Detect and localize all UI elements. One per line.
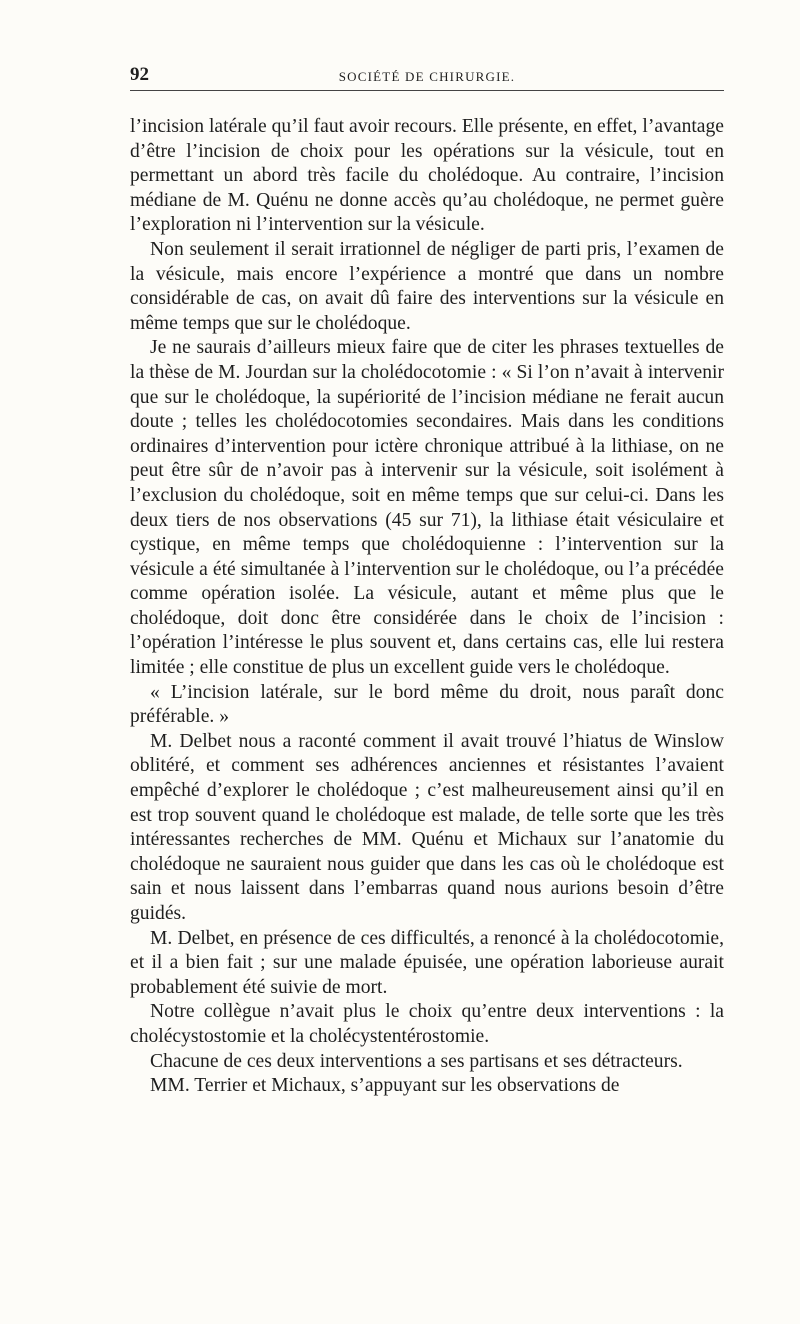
paragraph-jourdan-quote: Je ne saurais d’ailleurs mieux faire que de citer les phrases textuelles de la thèse de M. Jourdan sur la cholédocotomie : « Si l’on n’avait à intervenir que sur le cholédoque, la supériorité de l’incision médiane ne ferait aucun doute ; telles les cholédocotomies secondaires. Mais dans les conditions ordinaires d’intervention pour ictère chronique attribué à la lithiase, on ne peut être sûr de n’avoir pas à intervenir sur la vésicule, soit isolément à l’exclusion du cholédoque, soit en même temps que sur celui-ci. Dans les deux tiers de nos observations (45 sur 71), la lithiase était vésiculaire et cystique, en même temps que cholédoquienne : l’intervention sur la vésicule a été simultanée à l’intervention sur le cholédoque, ou l’a précédée comme opération isolée. La vésicule, autant et même plus que le cholédoque, doit donc être considérée dans le choix de l’incision : l’opération l’intéresse le plus souvent et, dans certains cas, elle lui restera limitée ; elle constitue de plus un excellent guide vers le cholédoque. (130, 337, 724, 679)
running-header (130, 60, 724, 91)
paragraph-delbet-choledocotomie: M. Delbet, en présence de ces difficultés, a renoncé à la cholédocotomie, et il a bien fait ; sur une malade épuisée, une opération laborieuse aurait probablement été suivie de mort. (130, 927, 724, 998)
body-text (130, 115, 724, 1099)
paragraph-vesicule-exam: Non seulement il serait irrationnel de négliger de parti pris, l’examen de la vésicule, mais encore l’expérience a montré que dans un nombre considérable de cas, on avait dû faire des interventions sur la vésicule en même temps que sur le cholédoque. (130, 238, 724, 334)
paragraph-terrier-michaux: MM. Terrier et Michaux, s’appuyant sur les observations de (150, 1075, 620, 1097)
book-page (130, 60, 724, 1099)
paragraph-delbet-winslow: M. Delbet nous a raconté comment il avait trouvé l’hiatus de Winslow oblitéré, et comment ses adhérences anciennes et résistantes l’avaient empêché d’explorer le cholédoque ; c’est malheureusement ainsi qu’il en est trop souvent quand le cholédoque est malade, de telle sorte que les très intéressantes recherches de MM. Quénu et Michaux sur l’anatomie du cholédoque ne sauraient nous guider que dans les cas où le cholédoque est sain et nous laissent dans l’embarras quand nous aurions besoin d’être guidés. (130, 730, 724, 924)
running-title: SOCIÉTÉ DE CHIRURGIE. (338, 69, 516, 84)
paragraph-continuation: l’incision latérale qu’il faut avoir recours. Elle présente, en effet, l’avantage d’être l’incision de choix pour les opérations sur la vésicule, tout en permettant un abord très facile du cholédoque. Au contraire, l’incision médiane de M. Quénu ne donne accès qu’au cholédoque, ne permet guère l’exploration ni l’intervention sur la vésicule. (130, 116, 724, 236)
paragraph-quote-conclusion: « L’incision latérale, sur le bord même du droit, nous paraît donc préférable. » (130, 681, 724, 728)
paragraph-two-interventions: Notre collègue n’avait plus le choix qu’entre deux interventions : la cholécystostomie et la cholécystentérostomie. (130, 1001, 724, 1047)
paragraph-partisans: Chacune de ces deux interventions a ses partisans et ses détracteurs. (150, 1050, 683, 1072)
page-number: 92 (130, 64, 149, 85)
